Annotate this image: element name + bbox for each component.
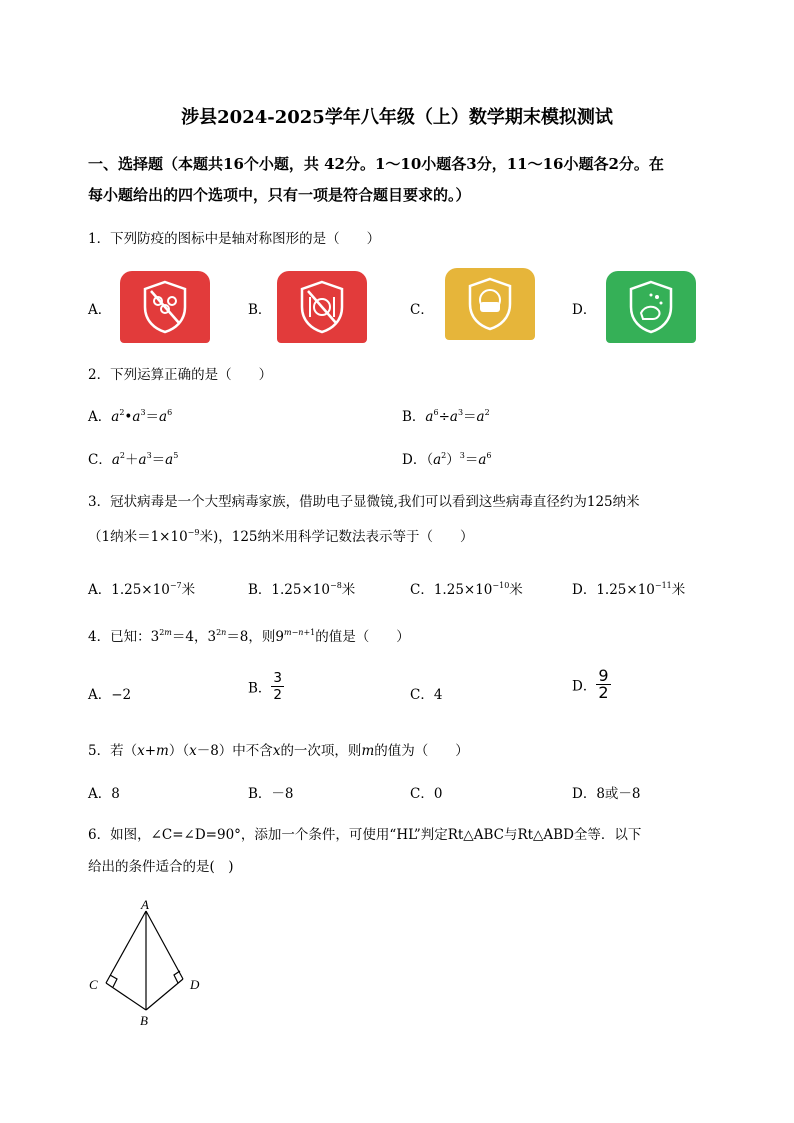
no-dining-icon xyxy=(277,271,367,343)
point-c-label: C xyxy=(89,977,98,992)
question-6-stem-line2: 给出的条件适合的是( ) xyxy=(88,859,234,875)
mask-icon xyxy=(445,268,535,340)
q4-option-a: A．−2 xyxy=(88,687,132,703)
q5-option-d: D．8或－8 xyxy=(572,786,641,802)
q4-option-c: C．4 xyxy=(410,687,443,703)
point-b-label: B xyxy=(140,1013,148,1028)
q3-option-b: B．$1.25\times 10^{-8}$米 xyxy=(248,581,356,598)
q3-option-c: C．$1.25\times 10^{-10}$米 xyxy=(410,581,523,598)
q2-option-d: D．$(a^2)^3=a^6$ xyxy=(402,451,492,468)
q1-option-d-label: D． xyxy=(572,302,597,318)
q1-option-b-label: B． xyxy=(248,302,272,318)
question-4-stem: 4．已知：$3^{2m}=4$，$3^{2n}=8$，则$9^{m-n+1}$的值是（ ） xyxy=(88,628,410,645)
q1-option-c-label: C． xyxy=(410,302,434,318)
q4-option-d: D． $\frac{9}{2}$ xyxy=(572,666,609,702)
no-gathering-icon xyxy=(120,271,210,343)
question-5-stem: 5．若（x+m）（x－8）中不含x的一次项，则m的值为（ ） xyxy=(88,743,469,759)
q5-option-b: B．－8 xyxy=(248,786,294,802)
triangle-figure xyxy=(80,895,220,1030)
question-3-stem-line2: （1纳米$=1\times 10^{-9}$米)，125纳米用科学记数法表示等于（ ） xyxy=(88,528,474,545)
page-title: 涉县2024-2025学年八年级（上）数学期末模拟测试 xyxy=(181,107,613,128)
section-heading-line2: 每小题给出的四个选项中，只有一项是符合题目要求的。） xyxy=(88,186,471,204)
hand-wash-icon xyxy=(606,271,696,343)
question-1-stem: 1．下列防疫的图标中是轴对称图形的是（ ） xyxy=(88,231,381,247)
q5-option-a: A．8 xyxy=(88,786,120,802)
point-a-label: A xyxy=(141,897,149,912)
q2-option-a: A．$a^2•a^3=a^6$ xyxy=(88,408,173,425)
q1-option-a-label: A． xyxy=(88,302,112,318)
q3-option-a: A．$1.25\times 10^{-7}$米 xyxy=(88,581,196,598)
q2-option-c: C．$a^2+a^3=a^5$ xyxy=(88,451,179,468)
question-3-stem-line1: 3．冠状病毒是一个大型病毒家族，借助电子显微镜,我们可以看到这些病毒直径约为125纳米 xyxy=(88,494,640,510)
q2-option-b: B．$a^6\div a^3=a^2$ xyxy=(402,408,490,425)
question-2-stem: 2．下列运算正确的是（ ） xyxy=(88,367,273,383)
point-d-label: D xyxy=(190,977,200,992)
question-6-stem-line1: 6．如图，∠C=∠D=90°，添加一个条件，可使用“HL”判定Rt△ABC与Rt△ABD全等．以下 xyxy=(88,827,642,843)
q4-option-b: B． $\frac{3}{2}$ xyxy=(248,670,283,703)
q5-option-c: C．0 xyxy=(410,786,443,802)
q3-option-d: D．$1.25\times 10^{-11}$米 xyxy=(572,581,686,598)
section-heading-line1: 一、选择题（本题共16个小题，共 42分。1～10小题各3分，11～16小题各2分。在 xyxy=(88,155,664,173)
